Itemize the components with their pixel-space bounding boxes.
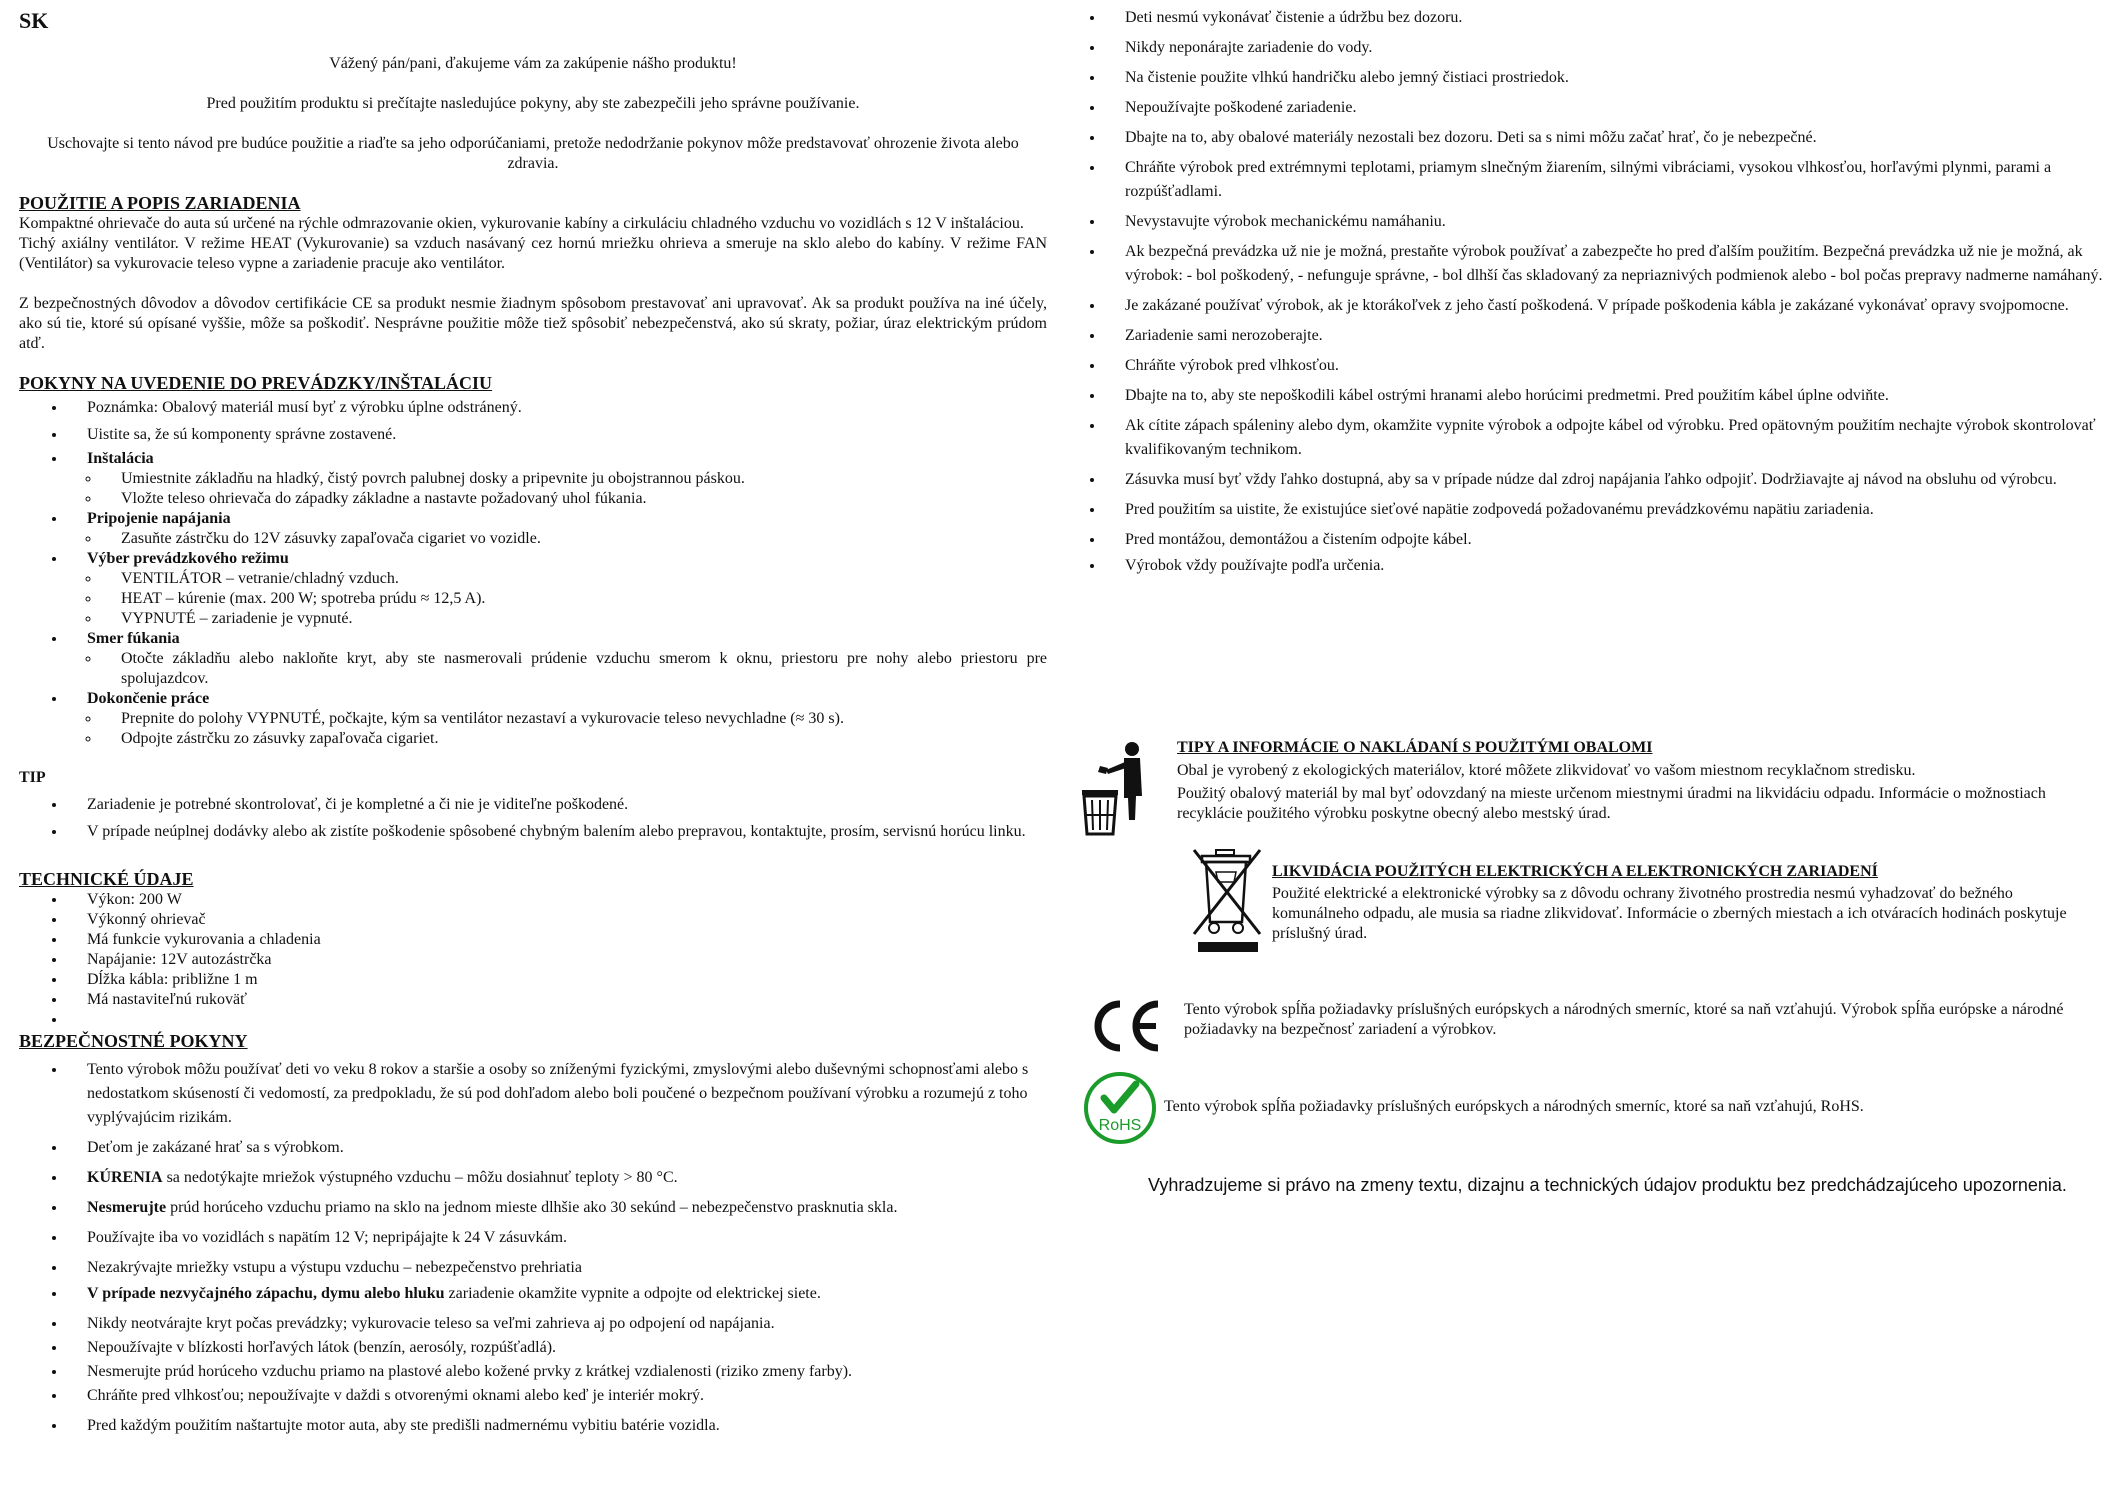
list-item: • Výkonný ohrievač [67,910,1047,930]
group-heading: Dokončenie práce [87,690,210,707]
bold-text: Nesmerujte [87,1199,167,1216]
list-item [67,1282,1047,1306]
list-item: • Nesmerujte prúd horúceho vzduchu priamo na plastové alebo kožené prvky z krátkej vzdialenosti (riziko zmeny farby). [67,1360,1047,1384]
list-item [67,689,1047,749]
list-item: • Pred použitím sa uistite, že existujúce sieťové napätie zodpovedá požadovanému prevádzkovému napätiu zariadenia. [1105,498,2103,522]
list-item: • Dĺžka kábla: približne 1 m [67,970,1047,990]
weee-crossed-bin-icon [1190,844,1266,956]
list-item: • Chráňte pred vlhkosťou; nepoužívajte v daždi s otvorenými oknami alebo keď je interiér mokrý. [67,1384,1047,1408]
list-item: • Deti nesmú vykonávať čistenie a údržbu bez dozoru. [1105,6,2103,30]
list-item: • Zariadenie je potrebné skontrolovať, či je kompletné a či nie je viditeľne poškodené. [67,795,1047,815]
weee-heading: LIKVIDÁCIA POUŽITÝCH ELEKTRICKÝCH A ELEKTRONICKÝCH ZARIADENÍ [1272,863,1878,880]
group-heading: Pripojenie napájania [87,510,231,527]
list-item: • Má nastaviteľnú rukoväť [67,990,1047,1010]
list-item: ◦ Zasuňte zástrčku do 12V zásuvky zapaľovača cigariet vo vozidle. [101,529,1047,549]
bold-text: V prípade nezvyčajného zápachu, dymu alebo hluku [87,1285,445,1302]
list-item: • Nepoužívajte poškodené zariadenie. [1105,96,2103,120]
tip-label: TIP [19,769,46,786]
text: zariadenie okamžite vypnite a odpojte od elektrickej siete. [444,1285,821,1302]
usage-paragraph-2: Tichý axiálny ventilátor. V režime HEAT (Vykurovanie) sa vzduch nasávaný cez hornú mriežku ohrieva a smeruje na sklo alebo do kabíny. V režime FAN (Ventilátor) sa vykurovacie teleso vypne a zariadenie pracuje ako ventilátor. [19,235,1047,272]
tip-list [19,795,1047,842]
list-item: • Zásuvka musí byť vždy ľahko dostupná, aby sa v prípade núdze dal zdroj napájania ľahko odpojiť. Dodržiavajte aj návod na obsluhu od výrobcu. [1105,468,2103,492]
list-item: • Nikdy neponárajte zariadenie do vody. [1105,36,2103,60]
rohs-mark-text: RoHS [1098,1117,1142,1134]
list-item: • Pred montážou, demontážou a čistením odpojte kábel. [1105,528,2103,552]
left-column [19,0,1047,1444]
list-item: • Na čistenie použite vlhkú handričku alebo jemný čistiaci prostriedok. [1105,66,2103,90]
footer-disclaimer: Vyhradzujeme si právo na zmeny textu, dizajnu a technických údajov produktu bez predchádzajúceho upozornenia. [1148,1175,2067,1195]
list-item: • V prípade neúplnej dodávky alebo ak zistíte poškodenie spôsobené chybným balením alebo prepravou, kontaktujte, prosím, servisnú horúcu linku. [67,822,1047,842]
list-item: • Deťom je zakázané hrať sa s výrobkom. [67,1136,1047,1160]
usage-paragraph-3: Z bezpečnostných dôvodov a dôvodov certifikácie CE sa produkt nesmie žiadnym spôsobom prestavovať ani upravovať. Ak sa produkt používa na iné účely, ako sú tie, ktoré sú opísané vyššie, môže sa poškodiť. Nesprávne použitie môže tiež spôsobiť nebezpečenstvá, ako sú skraty, požiar, úraz elektrickým prúdom atď. [19,295,1047,352]
packaging-section [1177,738,2077,824]
list-item: • Nezakrývajte mriežky vstupu a výstupu vzduchu – nebezpečenstvo prehriatia [67,1256,1047,1280]
rohs-mark-icon [1082,1070,1158,1146]
install-heading: POKYNY NA UVEDENIE DO PREVÁDZKY/INŠTALÁCIU [19,373,493,393]
weee-section [1272,862,2082,944]
list-item: • Uistite sa, že sú komponenty správne zostavené. [67,425,1047,445]
ce-mark-icon [1088,998,1164,1054]
text: prúd horúceho vzduchu priamo na sklo na jednom mieste dlhšie ako 30 sekúnd – nebezpečenstvo prasknutia skla. [166,1199,898,1216]
list-item: • Pred každým použitím naštartujte motor auta, aby ste predišli nadmernému vybitiu batérie vozidla. [67,1414,1047,1438]
group-heading: Výber prevádzkového režimu [87,550,289,567]
list-item [67,1196,1047,1220]
safety-list-continued [1085,6,2103,578]
list-item: ◦ Odpojte zástrčku zo zásuvky zapaľovača cigariet. [101,729,1047,749]
weee-paragraph: Použité elektrické a elektronické výrobky sa z dôvodu ochrany životného prostredia nesmú vyhadzovať do bežného komunálneho odpadu, ale musia sa riadne zlikvidovať. Informácie o zberných miestach a ich otváracích hodinách poskytuje príslušný úrad. [1272,885,2067,942]
list-item: • Je zakázané používať výrobok, ak je ktorákoľvek z jeho častí poškodená. V prípade poškodenia kábla je zakázané vykonávať opravy svojpomocne. [1105,294,2103,318]
list-item: • Nikdy neotvárajte kryt počas prevádzky; vykurovacie teleso sa veľmi zahrieva aj po odpojení od napájania. [67,1312,1047,1336]
list-item: ◦ Prepnite do polohy VYPNUTÉ, počkajte, kým sa ventilátor nezastaví a vykurovacie teleso nevychladne (≈ 30 s). [101,709,1047,729]
rohs-statement: Tento výrobok spĺňa požiadavky príslušných európskych a národných smerníc, ktoré sa naň vzťahujú, RoHS. [1164,1098,1864,1115]
group-heading: Inštalácia [87,450,154,467]
list-item: • Chráňte výrobok pred vlhkosťou. [1105,354,2103,378]
list-item: • Chráňte výrobok pred extrémnymi teplotami, priamym slnečným žiarením, silnými vibráciami, vysokou vlhkosťou, horľavými plynmi, parami a rozpúšťadlami. [1105,156,2103,204]
list-item [67,549,1047,629]
tech-heading: TECHNICKÉ ÚDAJE [19,869,194,889]
list-item [67,509,1047,549]
text: sa nedotýkajte mriežok výstupného vzduchu – môžu dosiahnuť teploty > 80 °C. [162,1169,678,1186]
group-heading: Smer fúkania [87,630,180,647]
list-item: • Ak bezpečná prevádzka už nie je možná, prestaňte výrobok používať a zabezpečte ho pred ďalším použitím. Bezpečná prevádzka už nie je možná, ak výrobok: - bol poškodený, - nefunguje správne, - bol dlhší čas skladovaný za nepriaznivých podmienok alebo - bol počas prepravy nadmerne namáhaný. [1105,240,2103,288]
list-item: • Ak cítite zápach spáleniny alebo dym, okamžite vypnite výrobok a odpojte kábel od výrobku. Pred opätovným použitím nechajte výrobok skontrolovať kvalifikovaným technikom. [1105,414,2103,462]
list-item: • Má funkcie vykurovania a chladenia [67,930,1047,950]
list-item: • Dbajte na to, aby ste nepoškodili kábel ostrými hranami alebo horúcimi predmetmi. Pred použitím kábel úplne odviňte. [1105,384,2103,408]
list-item [67,629,1047,689]
list-item: • Zariadenie sami nerozoberajte. [1105,324,2103,348]
bold-text: KÚRENIA [87,1169,163,1186]
list-item: ◦ VYPNUTÉ – zariadenie je vypnuté. [101,609,1047,629]
intro-keep-manual: Uschovajte si tento návod pre budúce použitie a riaďte sa jeho odporúčaniami, pretože nedodržanie pokynov môže predstavovať ohrozenie života alebo zdravia. [47,135,1019,172]
language-code: SK [19,8,49,33]
tech-list [19,890,1047,1030]
list-item: ◦ Umiestnite základňu na hladký, čistý povrch palubnej dosky a pripevnite ju obojstrannou páskou. [101,469,1047,489]
recycle-bin-person-icon [1078,740,1154,836]
list-item: • Napájanie: 12V autozástrčka [67,950,1047,970]
install-list [19,398,1047,749]
list-item [67,449,1047,509]
list-item: • Používajte iba vo vozidlách s napätím 12 V; nepripájajte k 24 V zásuvkám. [67,1226,1047,1250]
list-item: • Výkon: 200 W [67,890,1047,910]
packaging-paragraph-1: Obal je vyrobený z ekologických materiálov, ktoré môžete zlikvidovať vo vašom miestnom recyklačnom stredisku. [1177,762,1916,779]
safety-heading: BEZPEČNOSTNÉ POKYNY [19,1031,248,1051]
usage-paragraph-1: Kompaktné ohrievače do auta sú určené na rýchle odmrazovanie okien, vykurovanie kabíny a cirkuláciu chladného vzduchu vo vozidlách s 12 V inštaláciou. [19,215,1024,232]
list-item: • Tento výrobok môžu používať deti vo veku 8 rokov a staršie a osoby so zníženými fyzickými, zmyslovými alebo duševnými schopnosťami alebo s nedostatkom skúseností či vedomostí, za predpokladu, že sú pod dohľadom alebo boli poučené o bezpečnom používaní výrobku a rozumejú z toho vyplývajúcim rizikám. [67,1058,1047,1130]
safety-list [19,1058,1047,1438]
list-item: • Dbajte na to, aby obalové materiály nezostali bez dozoru. Deti sa s nimi môžu začať hrať, čo je nebezpečné. [1105,126,2103,150]
intro-read-instructions: Pred použitím produktu si prečítajte nasledujúce pokyny, aby ste zabezpečili jeho správne používanie. [206,95,860,112]
ce-statement: Tento výrobok spĺňa požiadavky príslušných európskych a národných smerníc, ktoré sa naň vzťahujú. Výrobok spĺňa európske a národné požiadavky na bezpečnosť zariadení a výrobkov. [1184,1001,2064,1038]
list-item: • Nepoužívajte v blízkosti horľavých látok (benzín, aerosóly, rozpúšťadlá). [67,1336,1047,1360]
list-item: ◦ VENTILÁTOR – vetranie/chladný vzduch. [101,569,1047,589]
usage-heading: POUŽITIE A POPIS ZARIADENIA [19,193,301,213]
list-item: • Výrobok vždy používajte podľa určenia. [1105,554,2103,578]
list-item: ◦ HEAT – kúrenie (max. 200 W; spotreba prúdu ≈ 12,5 A). [101,589,1047,609]
list-item: ◦ Vložte teleso ohrievača do západky základne a nastavte požadovaný uhol fúkania. [101,489,1047,509]
list-item: ◦ Otočte základňu alebo nakloňte kryt, aby ste nasmerovali prúdenie vzduchu smerom k oknu, priestoru pre nohy alebo priestoru pre spolujazdcov. [101,649,1047,689]
list-item: • Nevystavujte výrobok mechanickému namáhaniu. [1105,210,2103,234]
list-item [67,1166,1047,1190]
list-item [67,1010,1047,1030]
packaging-paragraph-2: Použitý obalový materiál by mal byť odovzdaný na mieste určenom miestnymi úradmi na likvidáciu odpadu. Informácie o možnostiach recyklácie použitého výrobku poskytne obecný alebo mestský úrad. [1177,785,2046,822]
right-column [1085,0,2103,584]
packaging-heading: TIPY A INFORMÁCIE O NAKLÁDANÍ S POUŽITÝMI OBALOMI [1177,739,1653,756]
intro-greeting: Vážený pán/pani, ďakujeme vám za zakúpenie nášho produktu! [329,55,737,72]
list-item: • Poznámka: Obalový materiál musí byť z výrobku úplne odstránený. [67,398,1047,418]
